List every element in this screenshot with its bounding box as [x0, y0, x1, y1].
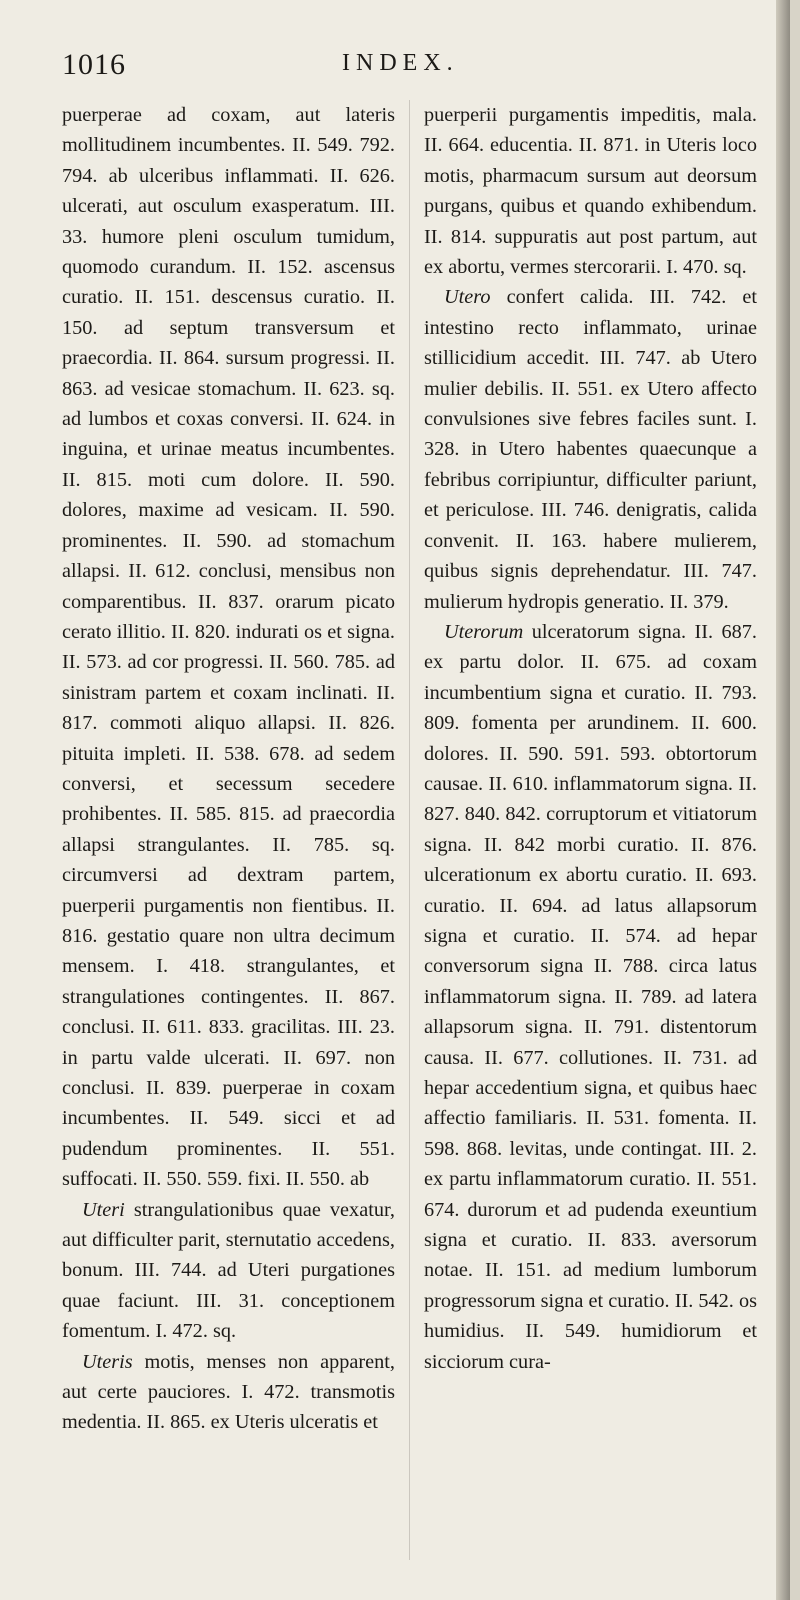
index-entry — [62, 1195, 395, 1347]
entry-lemma: Uteri — [82, 1198, 125, 1221]
index-entry — [424, 282, 757, 616]
entry-text: motis, menses non apparent, aut certe pauciores. I. 472. transmotis medentia. II. 865. ex Uteris ulceratis et — [62, 1350, 395, 1434]
index-entry — [62, 1347, 395, 1438]
running-title: INDEX. — [342, 50, 459, 76]
entry-text: strangulationibus quae vexatur, aut difficulter parit, sternutatio accedens, bonum. III. 744. ad Uteri purgationes quae faciunt. III. 31. conceptionem fomentum. I. 472. sq. — [62, 1198, 395, 1343]
page-number: 1016 — [62, 48, 126, 81]
entry-text: confert calida. III. 742. et intestino recto inflammato, urinae stillicidium accedit. III. 747. ab Utero mulier debilis. II. 551. ex Utero affecto convulsiones sive febres faciles sunt. I. 328. in Utero habentes quaecunque a febribus corripiuntur, difficulter pariunt, et periculose. III. 746. denigratis, calida convenit. II. 163. habere mulierem, quibus signis deprehendatur. III. 747. mulierum hydropis generatio. II. 379. — [424, 286, 757, 613]
page-edge — [776, 0, 790, 1600]
page-header — [62, 48, 752, 88]
column-divider — [409, 100, 410, 1560]
entry-lemma: Utero — [444, 286, 491, 309]
left-column — [62, 100, 395, 1438]
index-entry — [424, 617, 757, 1377]
entry-lemma: Uterorum — [444, 620, 524, 643]
entry-text: puerperii purgamentis impeditis, mala. II. 664. educentia. II. 871. in Uteris loco motis, pharmacum sursum aut deorsum purgans, quibus et quando exhibendum. II. 814. suppuratis aut post partum, aut ex abortu, vermes stercorarii. I. 470. sq. — [424, 104, 757, 279]
entry-text: ulceratorum signa. II. 687. ex partu dolor. II. 675. ad coxam incumbentium signa et curatio. II. 793. 809. fomenta per arundinem. II. 600. dolores. II. 590. 591. 593. obtortorum causae. II. 610. inflammatorum signa. II. 827. 840. 842. corruptorum et vitiatorum signa. II. 842 morbi curatio. II. 876. ulcerationum ex abortu curatio. II. 693. curatio. II. 694. ad latus allapsorum signa et curatio. II. 574. ad hepar conversorum signa II. 788. circa latus inflammatorum signa. II. 789. ad latera allapsorum signa. II. 791. distentorum causa. II. 677. collutiones. II. 731. ad hepar accedentium signa, et quibus haec affectio familiaris. II. 531. fomenta. II. 598. 868. levitas, unde contingat. III. 2. ex partu inflammatorum curatio. II. 551. 674. durorum et ad pudenda exeuntium signa et curatio. II. 833. aversorum notae. II. 151. ad medium lumborum progressorum signa et curatio. II. 542. os humidius. II. 549. humidiorum et sicciorum cura- — [424, 620, 757, 1373]
index-entry — [62, 100, 395, 1195]
right-column — [424, 100, 757, 1377]
index-entry — [424, 100, 757, 282]
entry-text: puerperae ad coxam, aut lateris mollitudinem incumbentes. II. 549. 792. 794. ab ulceribus inflammati. II. 626. ulcerati, aut osculum exasperatum. III. 33. humore pleni osculum tumidum, quomodo curandum. II. 152. ascensus curatio. II. 151. descensus curatio. II. 150. ad septum transversum et praecordia. II. 864. sursum progressi. II. 863. ad vesicae stomachum. II. 623. sq. ad lumbos et coxas conversi. II. 624. in inguina, et urinae meatus incumbentes. II. 815. moti cum dolore. II. 590. dolores, maxime ad vesicam. II. 590. prominentes. II. 590. ad stomachum allapsi. II. 612. conclusi, mensibus non comparentibus. II. 837. orarum picato cerato illitio. II. 820. indurati os et signa. II. 573. ad cor progressi. II. 560. 785. ad sinistram partem et coxam inclinati. II. 817. commoti aliquo allapsi. II. 826. pituita impleti. II. 538. 678. ad sedem conversi, et secessum secedere prohibentes. II. 585. 815. ad praecordia allapsi strangulantes. II. 785. sq. circumversi ad dextram partem, puerperii purgamentis non fientibus. II. 816. gestatio quare non ultra decimum mensem. I. 418. strangulantes, et strangulationes contingentes. II. 867. conclusi. II. 611. 833. gracilitas. III. 23. in partu valde ulcerati. II. 697. non conclusi. II. 839. puerperae in coxam incumbentes. II. 549. sicci et ad pudendum prominentes. II. 551. suffocati. II. 550. 559. fixi. II. 550. ab — [62, 104, 395, 1191]
entry-lemma: Uteris — [82, 1350, 133, 1373]
index-columns — [62, 100, 757, 1580]
